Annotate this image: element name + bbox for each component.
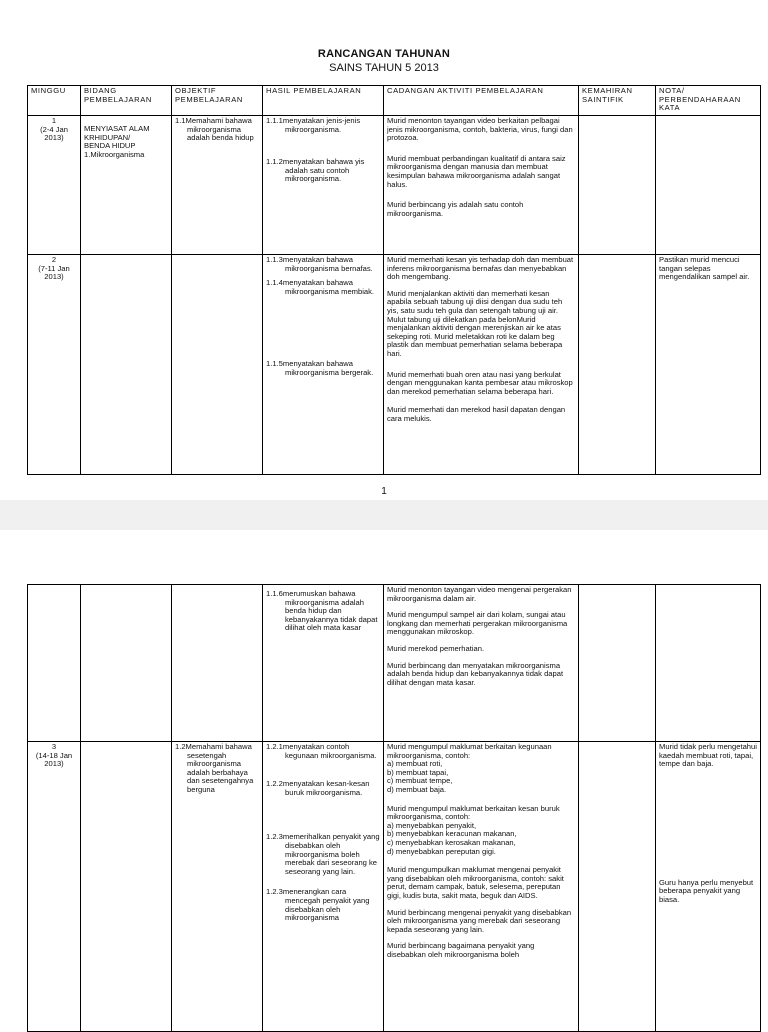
- bidang-line: 1.Mikroorganisma: [84, 149, 145, 159]
- hasil-item: 1.2.3menerangkan cara mencegah penyakit yang disebabkan oleh mikroorganisma: [266, 887, 370, 923]
- kemahiran-cell: [579, 585, 656, 742]
- hasil-cell: [263, 116, 384, 255]
- header-bidang: BIDANG PEMBELAJARAN: [81, 86, 172, 116]
- document-subtitle: SAINS TAHUN 5 2013: [329, 62, 439, 74]
- bidang-cell: [81, 116, 172, 255]
- kemahiran-cell: [579, 255, 656, 475]
- bidang-line: MENYIASAT ALAM KRHIDUPAN/: [84, 124, 150, 142]
- cadangan-item: Murid berbincang mengenai penyakit yang disebabkan oleh mikroorganisma yang merebak dari seseorang kepada seseorang yang lain.: [387, 907, 572, 934]
- cadangan-item: Murid berbincang yis adalah satu contoh mikroorganisma.: [387, 200, 524, 218]
- plan-table-continued: [27, 584, 761, 1032]
- cadangan-item: Murid menjalankan aktiviti dan memerhati kesan apabila sebuah tabung uji diisi dengan dua sudu teh yis, satu sudu teh gula dan setengah tabung uji air. Mulut tabung uji dilekatkan pada belonMurid menjalankan aktiviti dengan merenjiskan air ke atas sekeping roti. Murid meletakkan roti ke dalam beg plastik dan membuat pemerhatian selama beberapa hari.: [387, 288, 563, 358]
- hasil-item: 1.2.2menyatakan kesan-kesan buruk mikroorganisma.: [266, 779, 370, 797]
- hasil-item: 1.2.1menyatakan contoh kegunaan mikroorganisma.: [266, 742, 377, 760]
- nota-cell: [656, 255, 761, 475]
- objektif-cell: [172, 116, 263, 255]
- kemahiran-cell: [579, 116, 656, 255]
- bidang-cell: [81, 585, 172, 742]
- nota-cell: [656, 742, 761, 1032]
- cadangan-cell: [384, 742, 579, 1032]
- objektif-text: 1.1Memahami bahawa mikroorganisma adalah benda hidup: [175, 116, 254, 143]
- cadangan-item: Murid memerhati buah oren atau nasi yang berkulat dengan menggunakan kanta pembesar atau mikroskop dan merekod pemerhatian selama beberapa hari.: [387, 369, 573, 396]
- week-cell: [28, 116, 81, 255]
- cadangan-item: Murid menonton tayangan video berkaitan pelbagai jenis mikroorganisma, contoh, bakteria, virus, fungi dan protozoa.: [387, 116, 573, 143]
- hasil-cell: [263, 742, 384, 1032]
- kemahiran-cell: [579, 742, 656, 1032]
- table-row: [28, 116, 761, 255]
- hasil-item: 1.1.4menyatakan bahawa mikroorganisma membiak.: [266, 278, 375, 296]
- cadangan-item: Murid mengumpulkan maklumat mengenai penyakit yang disebabkan oleh mikroorganisma, contoh: sakit perut, demam campak, batuk, selesema, pereputan gigi, kudis buta, sakit mata, beguk dan AIDS.: [387, 865, 564, 900]
- hasil-item: 1.1.3menyatakan bahawa mikroorganisma bernafas.: [266, 255, 373, 273]
- week-cell: [28, 742, 81, 1032]
- table-header-row: [28, 86, 761, 116]
- cadangan-item: Murid merekod pemerhatian.: [387, 643, 485, 653]
- hasil-item: 1.1.2menyatakan bahawa yis adalah satu contoh mikroorganisma.: [266, 157, 365, 184]
- table-row: [28, 255, 761, 475]
- header-cadangan: CADANGAN AKTIVITI PEMBELAJARAN: [384, 86, 579, 116]
- cadangan-cell: [384, 585, 579, 742]
- page-number: 1: [381, 486, 387, 497]
- header-kemahiran: KEMAHIRAN SAINTIFIK: [579, 86, 656, 116]
- week-number: 2: [51, 255, 57, 264]
- week-dates: (7-11 Jan 2013): [38, 263, 70, 282]
- bidang-cell: [81, 742, 172, 1032]
- table-row: [28, 742, 761, 1032]
- cadangan-item: Murid berbincang dan menyatakan mikroorganisma adalah benda hidup dan kebanyakannya tidak dapat dilihat dengan mata kasar.: [387, 660, 564, 687]
- cadangan-item: Murid memerhati dan merekod hasil dapatan dengan cara melukis.: [387, 405, 566, 423]
- plan-table: [27, 85, 761, 475]
- nota-text: Murid tidak perlu mengetahui kaedah membuat roti, tapai, tempe dan baja.: [659, 742, 757, 769]
- hasil-cell: [263, 255, 384, 475]
- cadangan-item: Murid menonton tayangan video mengenai pergerakan mikroorganisma dalam air.: [387, 585, 572, 603]
- hasil-item: 1.1.5menyatakan bahawa mikroorganisma bergerak.: [266, 359, 374, 377]
- hasil-item: 1.1.6merumuskan bahawa mikroorganisma adalah benda hidup dan kebanyakannya tidak dapat dilihat oleh mata kasar: [266, 589, 378, 633]
- hasil-item: 1.2.3memerihalkan penyakit yang disebabkan oleh mikroorganisma boleh merebak dari seseorang ke seseorang yang lain.: [266, 832, 380, 876]
- week-cell: [28, 255, 81, 475]
- cadangan-cell: [384, 116, 579, 255]
- header-objektif: OBJEKTIF PEMBELAJARAN: [172, 86, 263, 116]
- page-gap: [0, 500, 768, 530]
- nota-text: Guru hanya perlu menyebut beberapa penyakit yang biasa.: [659, 877, 754, 904]
- cadangan-item: Murid berbincang bagaimana penyakit yang disebabkan oleh mikroorganisma boleh: [387, 941, 535, 959]
- hasil-item: 1.1.1menyatakan jenis-jenis mikroorganisma.: [266, 116, 361, 134]
- header-minggu: MINGGU: [28, 86, 81, 116]
- table-row: [28, 585, 761, 742]
- week-dates: (14-18 Jan 2013): [35, 750, 73, 769]
- nota-text: Pastikan murid mencuci tangan selepas mengendalikan sampel air.: [659, 255, 750, 282]
- week-number: 3: [51, 742, 57, 751]
- cadangan-item: Murid mengumpul maklumat berkaitan kesan buruk mikroorganisma, contoh: a) menyebabkan penyakit, b) menyebabkan keracunan makanan, c) menyebabkan kerosakan makanan, d) menyebabkan pereputan gigi.: [387, 803, 560, 856]
- cadangan-item: Murid mengumpul maklumat berkaitan kegunaan mikroorganisma, contoh: a) membuat roti, b) membuat tapai, c) membuat tempe, d) membuat baja.: [387, 742, 552, 794]
- header-nota: NOTA/ PERBENDAHARAAN KATA: [656, 86, 761, 116]
- document-page-1: [0, 0, 768, 500]
- cadangan-item: Murid memerhati kesan yis terhadap doh dan membuat inferens mikroorganisma bernafas dan menyebabkan doh mengembang.: [387, 255, 574, 282]
- bidang-cell: [81, 255, 172, 475]
- cadangan-cell: [384, 255, 579, 475]
- nota-cell: [656, 585, 761, 742]
- hasil-cell: [263, 585, 384, 742]
- bidang-line: BENDA HIDUP: [84, 141, 136, 151]
- cadangan-item: Murid membuat perbandingan kualitatif di antara saiz mikroorganisma dengan manusia dan membuat kesimpulan bahawa mikroorganisma adalah sangat halus.: [387, 153, 566, 189]
- document-page-2: [0, 530, 768, 1024]
- week-cell: [28, 585, 81, 742]
- document-title: RANCANGAN TAHUNAN: [317, 48, 451, 60]
- cadangan-item: Murid mengumpul sampel air dari kolam, sungai atau longkang dan memerhati pergerakan mikroorganisma menggunakan mikroskop.: [387, 610, 568, 637]
- week-number: 1: [51, 116, 57, 125]
- week-dates: (2-4 Jan 2013): [40, 124, 68, 143]
- objektif-cell: [172, 742, 263, 1032]
- header-hasil: HASIL PEMBELAJARAN: [263, 86, 384, 116]
- nota-cell: [656, 116, 761, 255]
- objektif-cell: [172, 585, 263, 742]
- objektif-text: 1.2Memahami bahawa sesetengah mikroorganisma adalah berbahaya dan sesetengahnya berguna: [175, 742, 254, 794]
- objektif-cell: [172, 255, 263, 475]
